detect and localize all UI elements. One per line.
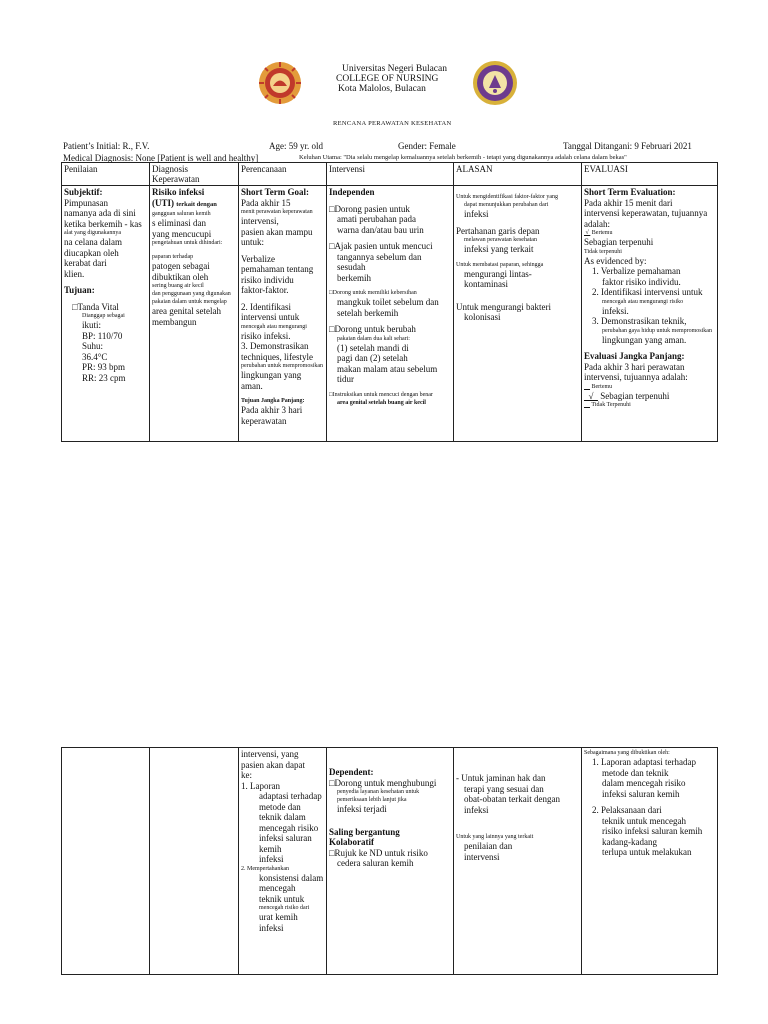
- rationale-line: terapi yang sesuai dan: [464, 783, 544, 794]
- planning-line: 1. Laporan: [241, 780, 280, 791]
- subjective-line: na celana dalam: [64, 237, 122, 247]
- planning-line: mencegah: [259, 883, 296, 893]
- evaluation-line: lingkungan yang aman.: [602, 334, 687, 345]
- chief-complaint: Keluhan Utama: "Dia selalu mengelap kemaluannya setelah berkemih - tetapi yang digunakannya adalah celana dalam bekas": [299, 154, 627, 161]
- planning-line: mencegah risiko: [259, 822, 319, 833]
- diagnosis-line: s eliminasi dan: [152, 218, 206, 228]
- intervention-item: □ Dorong untuk berubah: [329, 324, 451, 335]
- evaluation-line: terlupa untuk melakukan: [602, 847, 692, 857]
- table-row: [62, 748, 718, 975]
- subjective-line: namanya ada di sini: [64, 208, 136, 218]
- evaluation-line: infeksi.: [602, 305, 629, 316]
- planning-line: urat kemih: [259, 912, 298, 922]
- planning-line: infeksi: [259, 854, 284, 864]
- rationale-fine-text: Untuk mengidentifikasi faktor-faktor yang: [456, 194, 559, 200]
- diagnosis-line: area genital setelah: [152, 306, 221, 316]
- diagnosis-line: dibuktikan oleh: [152, 271, 209, 282]
- diagnosis-title: Risiko infeksi: [152, 187, 205, 197]
- vital-line: BP: 110/70: [82, 330, 123, 341]
- document-title: RENCANA PERAWATAN KESEHATAN: [333, 120, 452, 127]
- evaluation-line: 3. Demonstrasikan teknik,: [592, 316, 687, 326]
- evaluation-line: Pada akhir 15 menit dari: [584, 197, 673, 208]
- planning-line: teknik untuk: [259, 893, 305, 904]
- diagnosis-fine-text: dan penggunaan yang digunakan: [152, 291, 231, 297]
- short-term-evaluation-label: Short Term Evaluation:: [584, 187, 676, 197]
- diagnosis-fine-text: gangguan saluran kemih: [152, 211, 211, 217]
- planning-line: pasien akan mampu: [241, 226, 313, 237]
- dependent-label: Dependent:: [329, 767, 374, 777]
- planning-fine-text: mencegah atau mengurangi: [241, 323, 307, 330]
- met-option: Bertemu: [591, 383, 613, 390]
- nursing-diagnosis-cell: [150, 186, 239, 442]
- diagnosis-fine-text: paparan terhadap: [152, 254, 194, 260]
- column-header: Perencanaan: [239, 163, 327, 186]
- planning-line: pasien akan dapat: [241, 759, 305, 770]
- intervention-cell: [327, 748, 454, 975]
- intervention-item: □ Instruksikan untuk mencuci dengan benar: [329, 391, 451, 399]
- planning-line: infeksi saluran kemih: [259, 833, 312, 854]
- rationale-line: penilaian dan: [464, 841, 513, 851]
- rationale-line: infeksi: [464, 804, 489, 815]
- diagnosis-line: membangun: [152, 316, 197, 327]
- subjective-line: Pimpunasan: [64, 197, 108, 208]
- medical-diagnosis: Medical Diagnosis: None [Patient is well and healthy]: [63, 153, 259, 163]
- intervention-item: □ Dorong untuk memiliki kebersihan: [329, 289, 451, 297]
- rationale-line: Untuk mengurangi bakteri: [456, 301, 551, 312]
- evaluation-line: dalam mencegah risiko: [602, 778, 686, 788]
- rationale-fine-text: melawan perawatan kesehatan: [464, 237, 537, 243]
- checkbox-icon: √: [584, 390, 598, 401]
- evaluation-line: metode dan teknik: [602, 767, 669, 778]
- evaluation-line: kadang-kadang: [602, 836, 657, 847]
- date-handled: Tanggal Ditangani: 9 Februari 2021: [563, 141, 692, 151]
- planning-line: intervensi untuk: [241, 312, 300, 322]
- planning-cell: [239, 748, 327, 975]
- evaluation-line: 2. Pelaksanaan dari: [592, 805, 662, 815]
- evaluation-fine-text: mencegah atau mengurangi risiko: [602, 298, 684, 305]
- column-header: Penilaian: [62, 163, 150, 186]
- diagnosis-line: yang mencucupi: [152, 228, 212, 239]
- planning-fine-text: mencegah risiko dari: [259, 905, 310, 911]
- university-seal-icon: [472, 60, 518, 106]
- intervention-line: tangannya sebelum dan sesudah: [337, 251, 422, 272]
- university-name: Universitas Negeri Bulacan: [342, 64, 447, 74]
- planning-line: adaptasi terhadap: [259, 791, 322, 801]
- intervention-line: pagi dan (2) setelah: [337, 353, 408, 363]
- evaluation-line: 1. Laporan adaptasi terhadap: [592, 757, 696, 767]
- intervention-cell: [327, 186, 454, 442]
- rationale-line: mengurangi lintas-: [464, 268, 532, 279]
- collaborative-label: Saling bergantung: [329, 826, 400, 837]
- intervention-line: warna dan/atau bau urin: [337, 224, 424, 235]
- column-header: ALASAN: [454, 163, 582, 186]
- column-header: Intervensi: [327, 163, 454, 186]
- table-header-row: [62, 163, 718, 186]
- planning-line: Verbalize: [241, 253, 275, 264]
- long-term-evaluation-label: Evaluasi Jangka Panjang:: [584, 351, 685, 361]
- evaluation-line: faktor risiko individu.: [602, 276, 681, 287]
- planning-line: pemahaman tentang: [241, 264, 314, 274]
- intervention-line: berkemih: [337, 272, 371, 283]
- evaluation-line: 2. Identifikasi intervensi untuk: [592, 287, 703, 297]
- column-header: Diagnosis Keperawatan: [150, 163, 239, 186]
- planning-fine-text: 2. Mempertahankan: [241, 865, 289, 872]
- rationale-fine-text: Untuk yang lainnya yang terkait: [456, 834, 534, 840]
- planning-line: metode dan: [259, 801, 301, 812]
- rationale-line: - Untuk jaminan hak dan: [456, 773, 546, 783]
- planning-line: techniques, lifestyle: [241, 351, 313, 362]
- planning-line: untuk:: [241, 237, 265, 247]
- rationale-cell: [454, 186, 582, 442]
- patient-gender: Gender: Female: [398, 141, 456, 151]
- evidence-label: As evidenced by:: [584, 255, 647, 266]
- planning-fine-text: perubahan untuk mempromosikan: [241, 363, 323, 369]
- intervention-item: □ Ajak pasien untuk mencuci: [329, 241, 451, 252]
- rationale-cell: [454, 748, 582, 975]
- evaluation-cell: [582, 186, 718, 442]
- intervention-line: cedera saluran kemih: [337, 858, 414, 868]
- subjective-line: kerabat dari: [64, 258, 107, 268]
- table-row: [62, 186, 718, 442]
- short-term-goal-label: Short Term Goal:: [241, 187, 310, 197]
- column-header: EVALUASI: [582, 163, 718, 186]
- intervention-item: □ Dorong untuk menghubungi: [329, 778, 451, 789]
- planning-line: Pada akhir 3 hari: [241, 405, 303, 415]
- rationale-line: Pertahanan garis depan: [456, 225, 540, 236]
- intervention-line: amati perubahan pada: [337, 214, 416, 224]
- planning-line: lingkungan yang aman.: [241, 370, 302, 391]
- evaluation-line: adalah:: [584, 218, 610, 229]
- vital-signs-note: Dianggap sebagai: [82, 313, 125, 319]
- subjective-label: Subjektif:: [64, 187, 103, 197]
- planning-line: risiko infeksi.: [241, 330, 291, 341]
- intervention-line: (1) setelah mandi di: [337, 342, 409, 353]
- diagnosis-line: patogen sebagai: [152, 261, 210, 271]
- intervention-line: mangkuk toilet sebelum dan: [337, 297, 439, 307]
- care-plan-table-page-1: [61, 162, 718, 442]
- city-name: Kota Malolos, Bulacan: [338, 84, 426, 94]
- intervention-fine-text: pakaian dalam dua kali sehari:: [337, 335, 410, 342]
- intervention-line: makan malam atau sebelum tidur: [337, 363, 438, 384]
- evaluation-line: infeksi saluran kemih: [602, 788, 680, 799]
- intervention-fine-text: penyedia layanan kesehatan untuk: [337, 789, 420, 795]
- planning-line: intervensi,: [241, 216, 279, 226]
- diagnosis-fine-text: pengetahuan untuk dihindari:: [152, 240, 223, 246]
- evaluation-line: intervensi keperawatan, tujuannya: [584, 208, 708, 218]
- nursing-seal-icon: [258, 61, 302, 105]
- evaluation-line: 1. Verbalize pemahaman: [592, 266, 681, 276]
- rationale-line: infeksi: [464, 209, 489, 219]
- planning-line: keperawatan: [241, 415, 287, 426]
- vital-line: RR: 23 cpm: [82, 372, 126, 383]
- diagnosis-subtitle-fine: terkait dengan: [176, 200, 217, 208]
- rationale-line: kolonisasi: [464, 312, 501, 322]
- intervention-line: infeksi terjadi: [337, 804, 387, 814]
- rationale-line: obat-obatan terkait dengan: [464, 794, 560, 804]
- assessment-cell: [62, 748, 150, 975]
- vital-line: PR: 93 bpm: [82, 362, 126, 372]
- evaluation-fine-text: Sebagaimana yang dibuktikan oleh:: [584, 750, 670, 756]
- intervention-item: □ Dorong pasien untuk: [329, 204, 451, 215]
- planning-line: 2. Identifikasi: [241, 301, 291, 312]
- evaluation-line: intervensi, tujuannya adalah:: [584, 372, 688, 382]
- vital-signs-label: □ Tanda Vital: [64, 302, 147, 313]
- evaluation-fine-text: perubahan gaya hidup untuk mempromosikan: [602, 327, 712, 334]
- evaluation-cell: [582, 748, 718, 975]
- evaluation-line: Pada akhir 3 hari perawatan: [584, 361, 685, 372]
- college-name: COLLEGE OF NURSING: [336, 74, 439, 84]
- partially-met-option: Sebagian terpenuhi: [600, 390, 670, 401]
- vital-line: ikuti:: [82, 320, 102, 330]
- nursing-diagnosis-cell: [150, 748, 239, 975]
- collaborative-label: Kolaboratif: [329, 837, 374, 847]
- planning-fine-text: menit perawatan keperawatan: [241, 209, 313, 215]
- not-met-option: Tidak Terpenuhi: [591, 402, 631, 408]
- intervention-item: □ Rujuk ke ND untuk risiko: [329, 848, 451, 859]
- planning-line: 3. Demonstrasikan: [241, 341, 309, 351]
- planning-line: Pada akhir 15: [241, 197, 291, 208]
- vital-line: Suhu:: [82, 341, 104, 351]
- diagnosis-fine-text: sering buang air kecil: [152, 283, 204, 289]
- long-term-goal-label: Tujuan Jangka Panjang:: [241, 398, 305, 404]
- independent-label: Independen: [329, 187, 375, 197]
- planning-line: faktor-faktor.: [241, 285, 289, 295]
- intervention-fine-text: area genital setelah buang air kecil: [337, 399, 426, 406]
- planning-line: intervensi, yang: [241, 749, 299, 759]
- objective-label: Tujuan:: [64, 285, 95, 295]
- evaluation-line: teknik untuk mencegah: [602, 815, 686, 826]
- met-option: Bertemu: [591, 230, 613, 236]
- subjective-line: klien.: [64, 268, 85, 279]
- partially-met-option: Sebagian terpenuhi: [584, 237, 654, 247]
- vital-line: 36.4°C: [82, 351, 108, 362]
- rationale-line: kontaminasi: [464, 279, 508, 289]
- assessment-cell: [62, 186, 150, 442]
- evaluation-line: risiko infeksi saluran kemih: [602, 826, 703, 836]
- planning-cell: [239, 186, 327, 442]
- rationale-fine-text: Untuk membatasi paparan, sehingga: [456, 261, 544, 268]
- subjective-line: diucapkan oleh: [64, 247, 119, 258]
- subjective-line: ketika berkemih - kas: [64, 218, 142, 229]
- planning-line: ke:: [241, 770, 252, 780]
- planning-line: konsistensi dalam: [259, 872, 324, 883]
- diagnosis-fine-text: pakaian dalam untuk mengelap: [152, 299, 227, 305]
- not-met-option: Tidak terpenuhi: [584, 248, 622, 255]
- checkbox-icon: √: [584, 230, 591, 236]
- patient-age: Age: 59 yr. old: [269, 141, 323, 151]
- rationale-fine-text: dapat menunjukkan perubahan dari: [464, 202, 549, 208]
- planning-line: teknik dalam: [259, 812, 306, 822]
- intervention-line: setelah berkemih: [337, 307, 399, 318]
- planning-line: risiko individu: [241, 274, 294, 285]
- planning-line: infeksi: [259, 922, 284, 933]
- diagnosis-subtitle: (UTI): [152, 197, 174, 208]
- subjective-line: alat yang digunakannya: [64, 230, 121, 236]
- intervention-fine-text: pemeriksaan lebih lanjut jika: [337, 797, 407, 803]
- care-plan-table-page-2: [61, 747, 718, 975]
- rationale-line: infeksi yang terkait: [464, 244, 534, 254]
- patient-initial: Patient’s Initial: R., F.V.: [63, 141, 150, 151]
- rationale-line: intervensi: [464, 851, 500, 862]
